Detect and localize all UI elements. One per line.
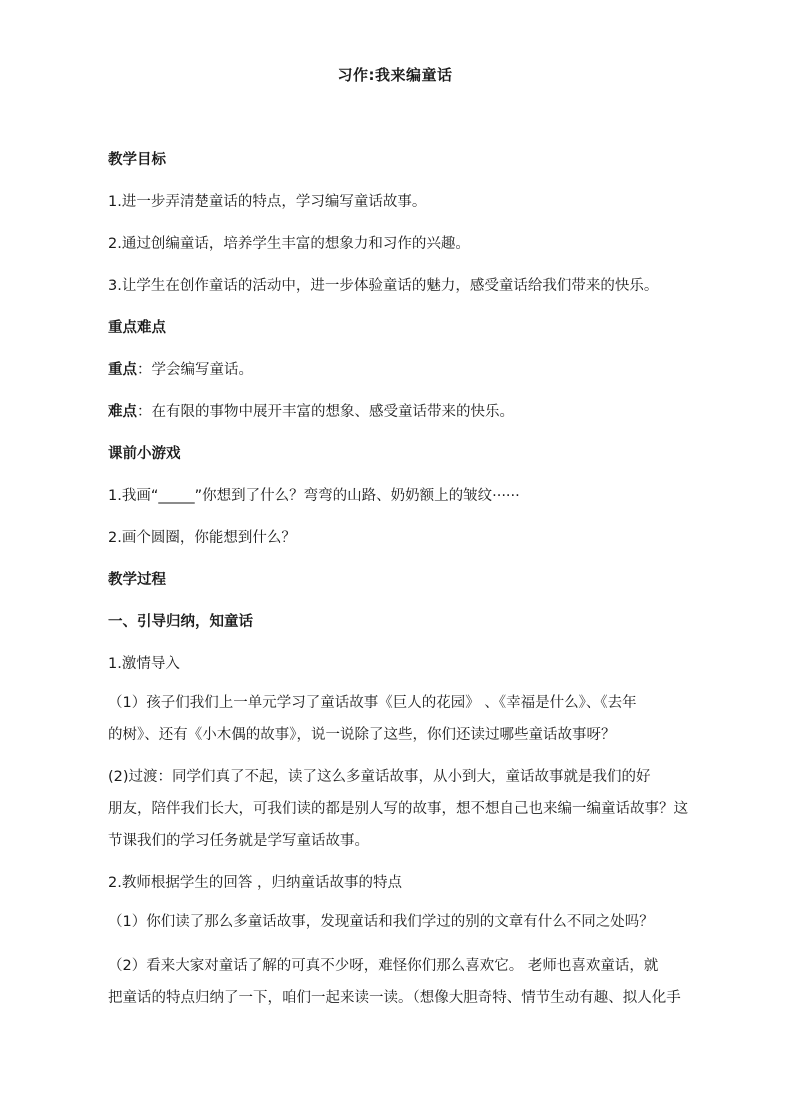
difficulty-label: 难点 bbox=[108, 404, 137, 420]
step-2: 2.教师根据学生的回答 ，归纳童话故事的特点 bbox=[108, 875, 402, 891]
key-point-text: ：学会编写童话。 bbox=[137, 362, 253, 378]
para-4-line-1: （2）看来大家对童话了解的可真不少呀，难怪你们那么喜欢它。 老师也喜欢童话，就 bbox=[108, 958, 659, 974]
goals-heading: 教学目标 bbox=[108, 152, 166, 168]
key-heading: 重点难点 bbox=[108, 320, 166, 336]
para-4-line-2: 把童话的特点归纳了一下，咱们一起来读一读。（想像大胆奇特、情节生动有趣、拟人化手 bbox=[108, 990, 681, 1006]
game-2: 2.画个圆圈，你能想到什么？ bbox=[108, 530, 296, 546]
process-heading: 教学过程 bbox=[108, 572, 166, 588]
para-1-line-2: 的树》、还有《小木偶的故事》，说一说除了这些，你们还读过哪些童话故事呀？ bbox=[108, 727, 616, 743]
goal-3: 3.让学生在创作童话的活动中，进一步体验童话的魅力，感受童话给我们带来的快乐。 bbox=[108, 278, 659, 294]
step-1: 1.激情导入 bbox=[108, 656, 180, 672]
part-1-heading: 一、引导归纳，知童话 bbox=[108, 614, 253, 630]
key-point-line bbox=[108, 360, 720, 380]
key-point-label: 重点 bbox=[108, 362, 137, 378]
para-2-line-2: 朋友，陪伴我们长大，可我们读的都是别人写的故事，想不想自己也来编一编童话故事？这 bbox=[108, 801, 688, 817]
difficulty-text: ：在有限的事物中展开丰富的想象、感受童话带来的快乐。 bbox=[137, 404, 514, 420]
game-heading: 课前小游戏 bbox=[108, 446, 181, 462]
para-2-line-3: 节课我们的学习任务就是学写童话故事。 bbox=[108, 833, 369, 849]
game-1: 1.我画“_____”你想到了什么？弯弯的山路、奶奶额上的皱纹······ bbox=[108, 488, 520, 504]
goal-2: 2.通过创编童话，培养学生丰富的想象力和习作的兴趣。 bbox=[108, 236, 470, 252]
para-2-line-1: (2)过渡：同学们真了不起，读了这么多童话故事，从小到大，童话故事就是我们的好 bbox=[108, 769, 651, 785]
para-1-line-1: （1）孩子们我们上一单元学习了童话故事《巨人的花园》 、《幸福是什么》、《去年 bbox=[108, 695, 637, 711]
page-title: 习作:我来编童话 bbox=[337, 66, 453, 84]
goal-1: 1.进一步弄清楚童话的特点，学习编写童话故事。 bbox=[108, 194, 427, 210]
para-3: （1）你们读了那么多童话故事，发现童话和我们学过的别的文章有什么不同之处吗？ bbox=[108, 914, 654, 930]
difficulty-line bbox=[108, 402, 720, 422]
